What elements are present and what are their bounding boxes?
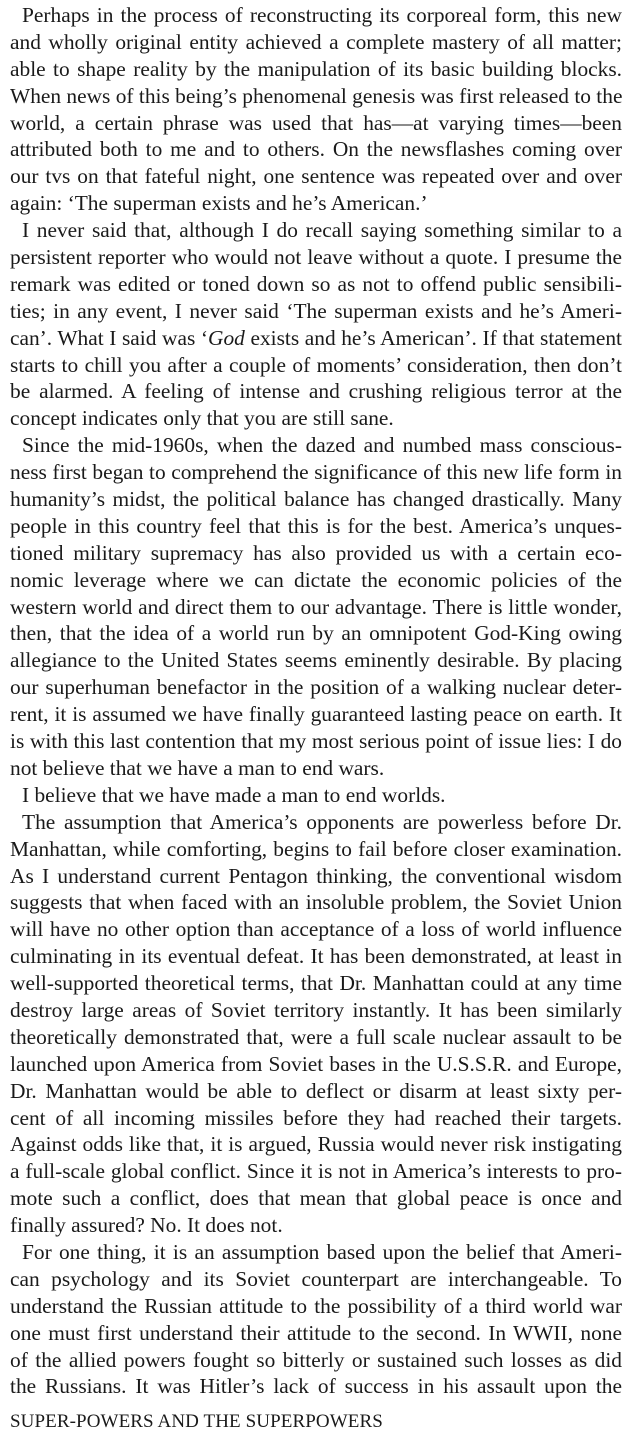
- text-line: For one thing, it is an assumption based upon the belief that Ameri-: [22, 1239, 622, 1264]
- text-line: Dr. Manhattan would be able to deflect or disarm at least sixty per-: [10, 1078, 622, 1103]
- paragraph: [10, 217, 622, 432]
- text-line: destroy large areas of Soviet territory instantly. It has been similarly: [10, 997, 622, 1022]
- text-line: be alarmed. A feeling of intense and crushing religious terror at the: [10, 379, 622, 404]
- text-line: of the allied powers fought so bitterly or sustained such losses as did: [10, 1347, 622, 1372]
- text-line: again: ‘The superman exists and he’s American.’: [10, 191, 428, 216]
- text-line: allegiance to the United States seems eminently desirable. By placing: [10, 648, 622, 673]
- text-line: theoretically demonstrated that, were a full scale nuclear assault to be: [10, 1024, 622, 1049]
- text-line: The assumption that America’s opponents are powerless before Dr.: [22, 809, 622, 834]
- text-line: our tvs on that fateful night, one sentence was repeated over and over: [10, 164, 622, 189]
- text-line: is with this last contention that my most serious point of issue lies: I do: [10, 729, 622, 754]
- text-line: then, that the idea of a world run by an omnipotent God-King owing: [10, 621, 622, 646]
- text-line: Against odds like that, it is argued, Russia would never risk instigating: [10, 1132, 622, 1157]
- running-footer-title: SUPER-POWERS AND THE SUPERPOWERS: [10, 1408, 383, 1436]
- text-line: a full-scale global conflict. Since it is not in America’s interests to pro-: [10, 1159, 622, 1184]
- emphasis: God: [208, 325, 245, 350]
- paragraph: [10, 809, 622, 1239]
- text-line: can’. What I said was ‘God exists and he’s American’. If that statement: [10, 325, 622, 350]
- text-line: remark was edited or toned down so as not to offend public sensibili-: [10, 271, 622, 296]
- text-line: well-supported theoretical terms, that Dr. Manhattan could at any time: [10, 971, 622, 996]
- text-line: world, a certain phrase was used that has—at varying times—been: [10, 110, 622, 135]
- text-line: I believe that we have made a man to end worlds.: [22, 782, 446, 807]
- text-line: one must first understand their attitude to the second. In WWII, none: [10, 1320, 622, 1345]
- text-line: tioned military supremacy has also provided us with a certain eco-: [10, 540, 622, 565]
- text-line: and wholly original entity achieved a complete mastery of all matter;: [10, 29, 622, 54]
- text-line: western world and direct them to our advantage. There is little wonder,: [10, 594, 622, 619]
- text-line: can psychology and its Soviet counterpart are interchangeable. To: [10, 1266, 622, 1291]
- text-line: As I understand current Pentagon thinking, the conventional wisdom: [10, 863, 622, 888]
- text-line: understand the Russian attitude to the possibility of a third world war: [10, 1293, 622, 1318]
- document-body: [10, 2, 622, 1400]
- text-line: rent, it is assumed we have finally guaranteed lasting peace on earth. It: [10, 702, 622, 727]
- text-line: our superhuman benefactor in the position of a walking nuclear deter-: [10, 675, 622, 700]
- paragraph: [10, 2, 622, 217]
- paragraph: [10, 432, 622, 782]
- text-line: ties; in any event, I never said ‘The superman exists and he’s Ameri-: [10, 298, 622, 323]
- text-line: When news of this being’s phenomenal genesis was first released to the: [10, 83, 622, 108]
- text-line: will have no other option than acceptance of a loss of world influence: [10, 917, 622, 942]
- paragraph: [10, 1239, 622, 1400]
- text-line: humanity’s midst, the political balance has changed drastically. Many: [10, 487, 622, 512]
- text-line: culminating in its eventual defeat. It has been demonstrated, at least in: [10, 944, 622, 969]
- text-line: able to shape reality by the manipulation of its basic building blocks.: [10, 56, 622, 81]
- text-line: Manhattan, while comforting, begins to fail before closer examination.: [10, 836, 622, 861]
- text-line: attributed both to me and to others. On the newsflashes coming over: [10, 137, 622, 162]
- text-line: finally assured? No. It does not.: [10, 1213, 283, 1238]
- text-line: the Russians. It was Hitler’s lack of success in his assault upon the: [10, 1374, 622, 1399]
- text-line: starts to chill you after a couple of moments’ consideration, then don’t: [10, 352, 622, 377]
- text-line: cent of all incoming missiles before they had reached their targets.: [10, 1105, 622, 1130]
- paragraph: [10, 782, 622, 809]
- text-line: not believe that we have a man to end wars.: [10, 755, 385, 780]
- text-line: people in this country feel that this is for the best. America’s unques-: [10, 513, 622, 538]
- text-line: Since the mid-1960s, when the dazed and numbed mass conscious-: [22, 433, 622, 458]
- text-line: I never said that, although I do recall saying something similar to a: [22, 218, 622, 243]
- text-line: launched upon America from Soviet bases in the U.S.S.R. and Europe,: [10, 1051, 622, 1076]
- text-line: Perhaps in the process of reconstructing its corporeal form, this new: [22, 3, 622, 27]
- text-line: ness first began to comprehend the significance of this new life form in: [10, 460, 622, 485]
- text-line: suggests that when faced with an insoluble problem, the Soviet Union: [10, 890, 622, 915]
- text-line: persistent reporter who would not leave without a quote. I presume the: [10, 245, 622, 270]
- text-line: mote such a conflict, does that mean that global peace is once and: [10, 1186, 622, 1211]
- text-line: concept indicates only that you are still sane.: [10, 406, 394, 431]
- text-line: nomic leverage where we can dictate the economic policies of the: [10, 567, 622, 592]
